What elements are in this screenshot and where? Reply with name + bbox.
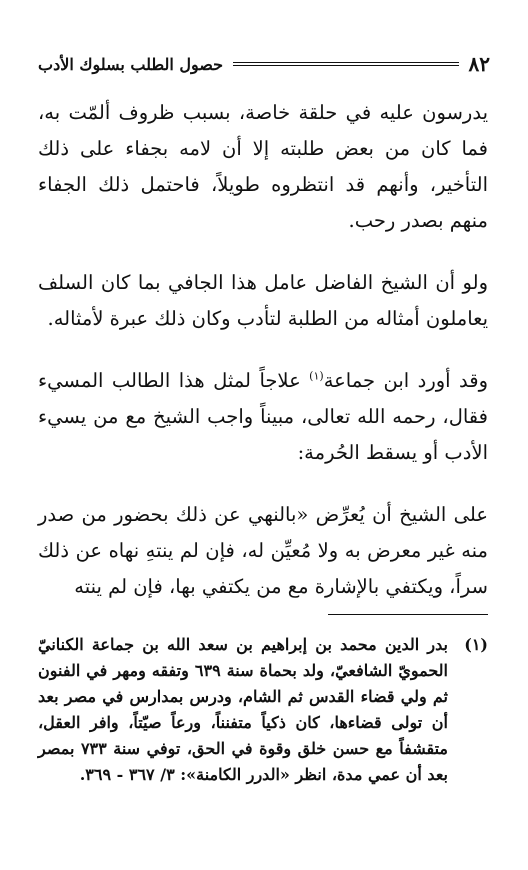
paragraph-3-start: وقد أورد ابن جماعة	[323, 369, 488, 392]
running-title: حصول الطلب بسلوك الأدب	[38, 54, 224, 74]
footnote-separator	[328, 614, 488, 615]
footnote-marker: (١)	[464, 635, 488, 654]
paragraph-3-rest: علاجاً لمثل هذا الطالب المسيء فقال، رحمه الله تعالى، مبيناً واجب الشيخ مع من يسيء الأدب أو يسقط الحُرمة:	[38, 369, 488, 464]
main-text	[38, 95, 488, 631]
footnote-text: بدر الدين محمد بن إبراهيم بن سعد الله بن جماعة الكنانيّ الحمويّ الشافعيّ، ولد بحماة سنة ٦٣٩ وتفقه ومهر في الفنون ثم ولي قضاء القدس ثم الشام، ودرس بمدارس في مصر بعد أن تولى قضاءها، كان ذكياً متفنناً، ورعاً صيّتاً، وافر العقل، متقشفاً مع حسن خلق وقوة في الحق، توفي سنة ٧٣٣ بمصر بعد أن عمي مدة، انظر «الدرر الكامنة»: ٣/ ٣٦٧ - ٣٦٩.	[38, 635, 449, 784]
paragraph-1: يدرسون عليه في حلقة خاصة، بسبب ظروف ألمّت به، فما كان من بعض طلبته إلا أن لامه بجفاء على ذلك التأخير، وأنهم قد انتظروه طويلاً، فاحتمل ذلك الجفاء منهم بصدر رحب.	[38, 101, 488, 232]
paragraph-4: على الشيخ أن يُعرِّض «بالنهي عن ذلك بحضور من صدر منه غير معرض به ولا مُعيِّن له، فإن لم ينتهِ نهاه عن ذلك سراً، ويكتفي بالإشارة مع من يكتفي بها، فإن لم ينته	[38, 503, 488, 598]
header-rule	[233, 62, 458, 66]
running-header	[38, 48, 490, 80]
page-number: ٨٢	[468, 52, 490, 76]
footnote	[38, 632, 488, 788]
paragraph-2: ولو أن الشيخ الفاضل عامل هذا الجافي بما كان السلف يعاملون أمثاله من الطلبة لتأدب وكان ذلك عبرة لأمثاله.	[38, 271, 488, 330]
footnote-reference[interactable]: (١)	[309, 369, 324, 383]
paragraph-3	[38, 363, 488, 471]
